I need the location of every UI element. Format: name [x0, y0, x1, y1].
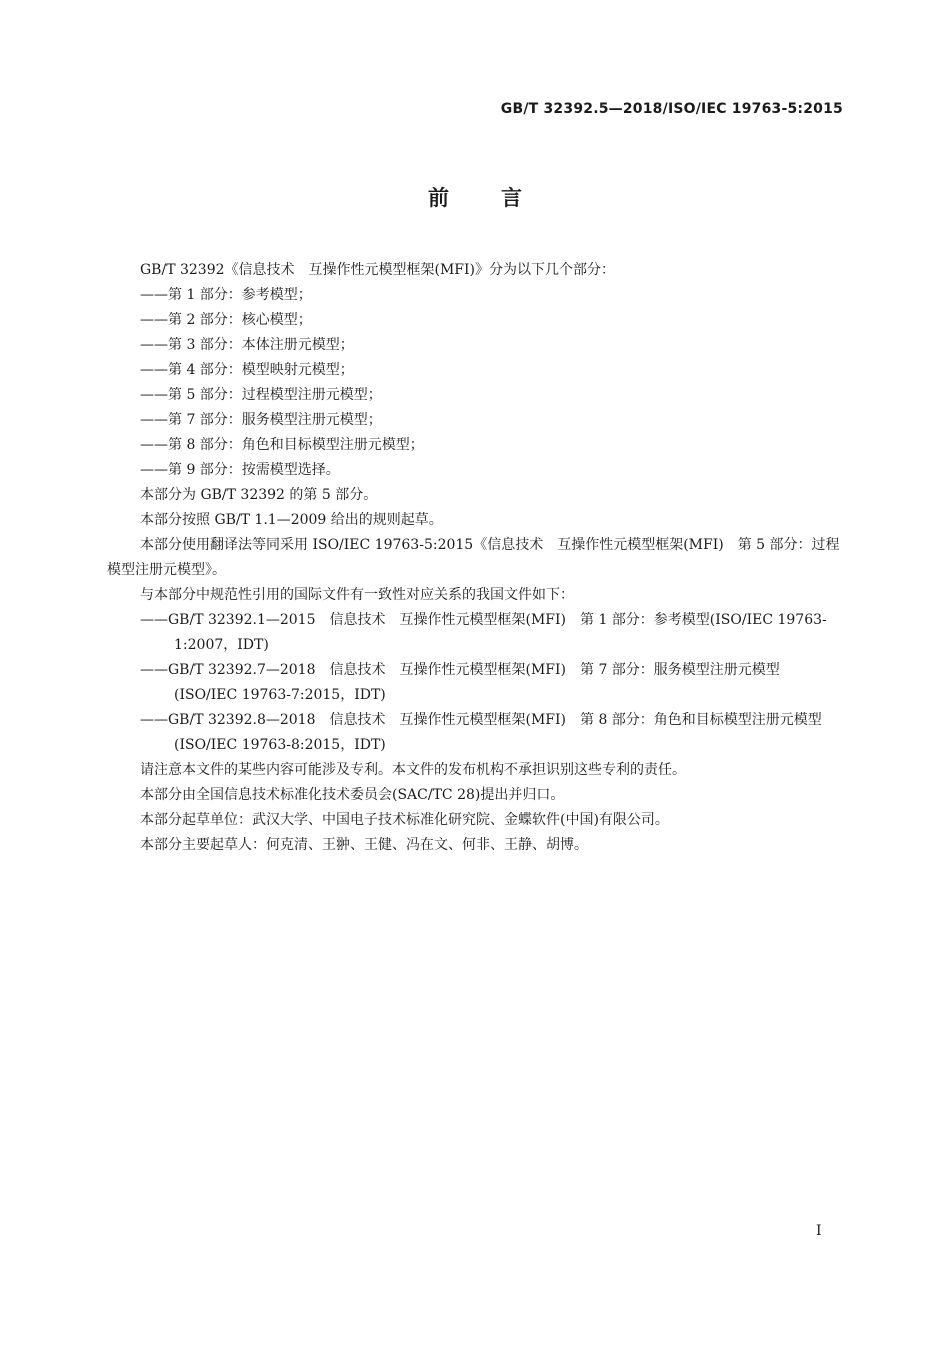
- proposer-statement: 本部分由全国信息技术标准化技术委员会(SAC/TC 28)提出并归口。: [140, 787, 565, 803]
- part-list-item: ——第 3 部分：本体注册元模型；: [140, 337, 354, 353]
- part-list-item: ——第 4 部分：模型映射元模型；: [140, 362, 354, 378]
- drafting-units-statement: 本部分起草单位：武汉大学、中国电子技术标准化研究院、金蝶软件(中国)有限公司。: [140, 812, 669, 828]
- this-part-statement: 本部分为 GB/T 32392 的第 5 部分。: [140, 487, 378, 503]
- page-number: I: [816, 1223, 822, 1239]
- part-list-item: ——第 9 部分：按需模型选择。: [140, 462, 340, 478]
- patent-notice: 请注意本文件的某些内容可能涉及专利。本文件的发布机构不承担识别这些专利的责任。: [140, 762, 686, 778]
- part-list-item: ——第 2 部分：核心模型；: [140, 312, 312, 328]
- standard-code-header: GB/T 32392.5—2018/ISO/IEC 19763-5:2015: [500, 101, 843, 117]
- intro-paragraph: GB/T 32392《信息技术 互操作性元模型框架(MFI)》分为以下几个部分：: [140, 262, 616, 278]
- translation-statement: 本部分使用翻译法等同采用 ISO/IEC 19763-5:2015《信息技术 互操作性元模型框架(MFI) 第 5 部分：过程模型注册元模型》。: [107, 537, 840, 578]
- reference-item: ——GB/T 32392.7—2018 信息技术 互操作性元模型框架(MFI) 第 7 部分：服务模型注册元模型(ISO/IEC 19763-7:2015，IDT): [140, 662, 780, 703]
- part-list-item: ——第 5 部分：过程模型注册元模型；: [140, 387, 382, 403]
- foreword-body: [107, 258, 843, 858]
- page-title: 前言: [428, 186, 574, 210]
- reference-item: ——GB/T 32392.8—2018 信息技术 互操作性元模型框架(MFI) 第 8 部分：角色和目标模型注册元模型(ISO/IEC 19763-8:2015，IDT): [140, 712, 822, 753]
- references-intro: 与本部分中规范性引用的国际文件有一致性对应关系的我国文件如下：: [140, 587, 574, 603]
- reference-item: ——GB/T 32392.1—2015 信息技术 互操作性元模型框架(MFI) 第 1 部分：参考模型(ISO/IEC 19763-1:2007，IDT): [140, 612, 827, 653]
- part-list-item: ——第 1 部分：参考模型；: [140, 287, 312, 303]
- part-list-item: ——第 8 部分：角色和目标模型注册元模型；: [140, 437, 424, 453]
- drafters-statement: 本部分主要起草人：何克清、王翀、王健、冯在文、何非、王静、胡博。: [140, 837, 588, 853]
- drafting-rules-statement: 本部分按照 GB/T 1.1—2009 给出的规则起草。: [140, 512, 443, 528]
- part-list-item: ——第 7 部分：服务模型注册元模型；: [140, 412, 382, 428]
